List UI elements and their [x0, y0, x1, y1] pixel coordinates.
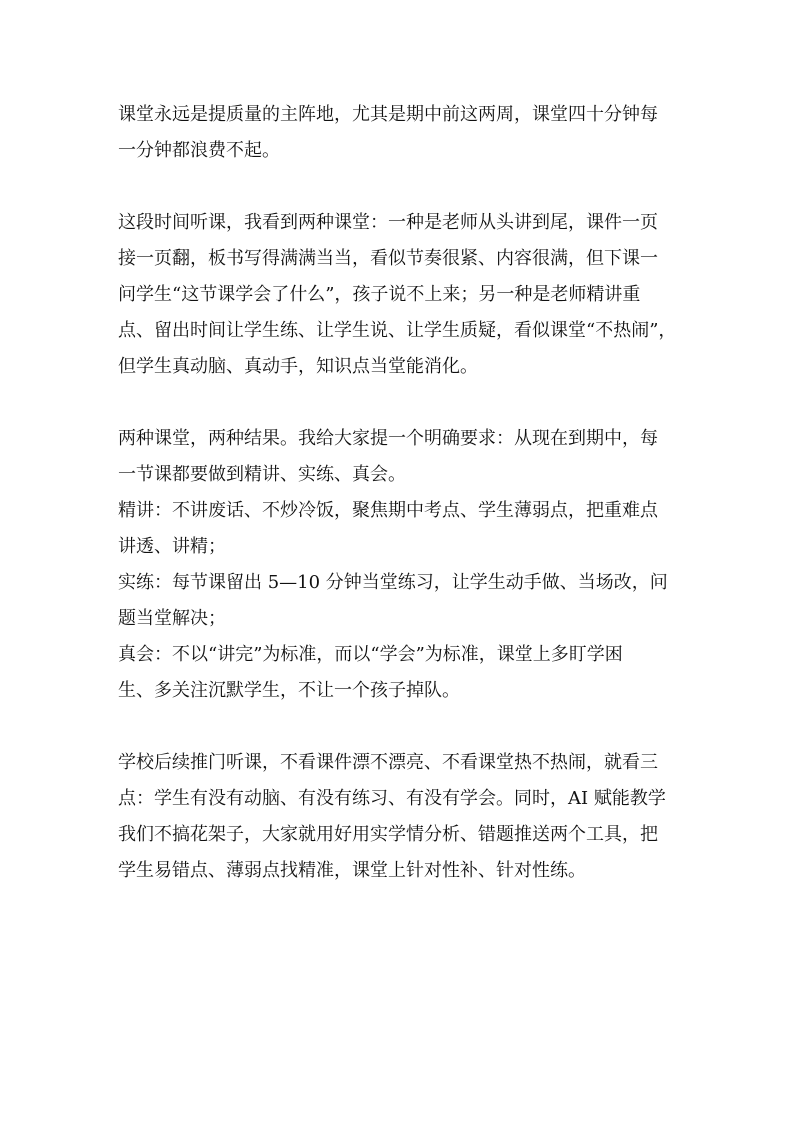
text-line: 问学生“这节课学会了什么”，孩子说不上来；另一种是老师精讲重	[118, 284, 641, 305]
paragraph-spacer	[118, 709, 684, 745]
text-line: 实练：每节课留出 5—10 分钟当堂练习，让学生动手做、当场改，问	[118, 572, 668, 593]
paragraph-2	[118, 205, 684, 385]
text-line: 讲透、讲精；	[118, 536, 226, 557]
text-line: 但学生真动脑、真动手，知识点当堂能消化。	[118, 356, 478, 377]
paragraph-1	[118, 97, 684, 169]
text-line: 一节课都要做到精讲、实练、真会。	[118, 464, 406, 485]
document-body	[118, 97, 684, 889]
text-line: 课堂永远是提质量的主阵地，尤其是期中前这两周，课堂四十分钟每	[118, 104, 658, 125]
paragraph-3	[118, 421, 684, 709]
text-line: 这段时间听课，我看到两种课堂：一种是老师从头讲到尾，课件一页	[118, 212, 658, 233]
text-line: 一分钟都浪费不起。	[118, 140, 280, 161]
paragraph-spacer	[118, 169, 684, 205]
text-line: 点：学生有没有动脑、有没有练习、有没有学会。同时，AI 赋能教学	[118, 788, 666, 809]
text-line: 生、多关注沉默学生，不让一个孩子掉队。	[118, 680, 460, 701]
text-line: 我们不搞花架子，大家就用好用实学情分析、错题推送两个工具，把	[118, 824, 658, 845]
paragraph-4	[118, 745, 684, 889]
text-line: 两种课堂，两种结果。我给大家提一个明确要求：从现在到期中，每	[118, 428, 658, 449]
text-line: 真会：不以“讲完”为标准，而以“学会”为标准，课堂上多盯学困	[118, 644, 623, 665]
text-line: 精讲：不讲废话、不炒冷饭，聚焦期中考点、学生薄弱点，把重难点	[118, 500, 658, 521]
paragraph-spacer	[118, 385, 684, 421]
text-line: 学校后续推门听课，不看课件漂不漂亮、不看课堂热不热闹，就看三	[118, 752, 658, 773]
text-line: 题当堂解决；	[118, 608, 226, 629]
text-line: 学生易错点、薄弱点找精准，课堂上针对性补、针对性练。	[118, 860, 586, 881]
text-line: 点、留出时间让学生练、让学生说、让学生质疑，看似课堂“不热闹”，	[118, 320, 677, 341]
text-line: 接一页翻，板书写得满满当当，看似节奏很紧、内容很满，但下课一	[118, 248, 658, 269]
